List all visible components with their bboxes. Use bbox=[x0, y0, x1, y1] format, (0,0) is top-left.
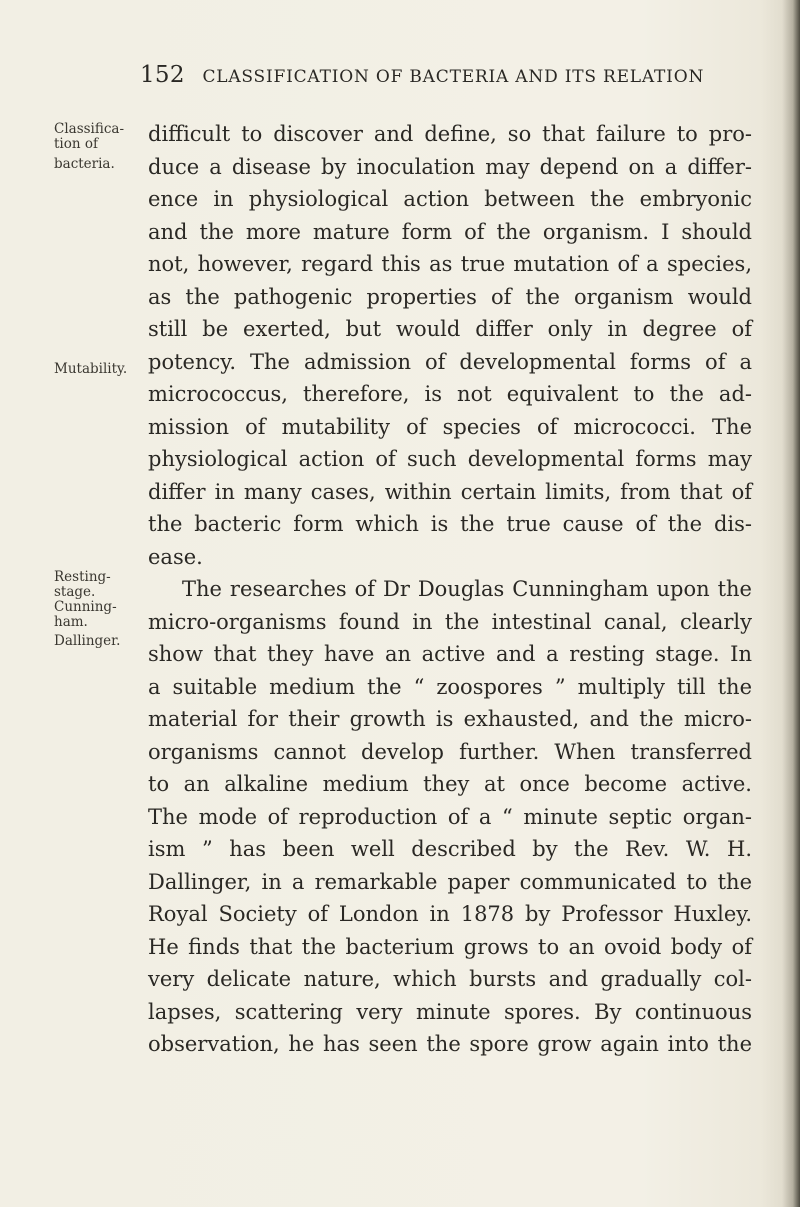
margin-note-line: tion of bbox=[54, 136, 98, 152]
paragraph-1 bbox=[148, 118, 752, 573]
text-line: Dallinger, in a remarkable paper communicated to the bbox=[148, 869, 752, 894]
running-header bbox=[140, 62, 704, 88]
text-line: to an alkaline medium they at once become active. bbox=[148, 772, 752, 796]
text-line: micro-organisms found in the intestinal canal, clearly bbox=[148, 609, 752, 634]
text-line: The mode of reproduction of a “ minute septic organ- bbox=[148, 804, 752, 829]
text-line: ism ” has been well described by the Rev. W. H. bbox=[148, 837, 752, 861]
text-line: organisms cannot develop further. When transferred bbox=[148, 739, 752, 764]
text-line: ence in physiological action between the embryonic bbox=[148, 187, 752, 211]
text-line: difficult to discover and define, so that failure to pro- bbox=[148, 122, 752, 146]
text-line: duce a disease by inoculation may depend on a differ- bbox=[148, 154, 752, 179]
text-line: lapses, scattering very minute spores. By continuous bbox=[148, 999, 752, 1024]
page-edge-shadow bbox=[782, 0, 800, 1207]
margin-note-line: bacteria. bbox=[54, 156, 115, 172]
margin-note-line: ham. bbox=[54, 614, 88, 630]
margin-note-line: Resting- bbox=[54, 569, 111, 585]
text-line: physiological action of such developmental forms may bbox=[148, 447, 752, 471]
text-line: The researches of Dr Douglas Cunningham upon the bbox=[182, 577, 752, 601]
margin-note-line: Cunning- bbox=[54, 599, 117, 615]
text-line: ease. bbox=[148, 544, 203, 569]
margin-note-classification bbox=[54, 122, 134, 172]
margin-note-line: Mutability. bbox=[54, 361, 128, 377]
text-line: and the more mature form of the organism. I should bbox=[148, 219, 752, 244]
text-line: show that they have an active and a resting stage. In bbox=[148, 642, 752, 666]
text-line: potency. The admission of developmental forms of a bbox=[148, 349, 752, 374]
text-line: observation, he has seen the spore grow again into the bbox=[148, 1032, 752, 1056]
text-line: micrococcus, therefore, is not equivalent to the ad- bbox=[148, 382, 752, 406]
text-line: very delicate nature, which bursts and gradually col- bbox=[148, 967, 752, 991]
margin-note-mutability bbox=[54, 362, 134, 377]
text-line: still be exerted, but would differ only in degree of bbox=[148, 317, 752, 341]
paragraph-2 bbox=[148, 573, 752, 1061]
text-line: material for their growth is exhausted, and the micro- bbox=[148, 707, 752, 731]
margin-note-resting-stage bbox=[54, 570, 134, 649]
running-title: CLASSIFICATION OF BACTERIA AND ITS RELATION bbox=[202, 67, 705, 87]
text-line: He finds that the bacterium grows to an ovoid body of bbox=[148, 934, 752, 959]
margin-note-line: Dallinger. bbox=[54, 633, 121, 649]
page-number: 152 bbox=[140, 62, 185, 88]
text-line: Royal Society of London in 1878 by Professor Huxley. bbox=[148, 902, 752, 926]
text-line: as the pathogenic properties of the organism would bbox=[148, 284, 752, 309]
margin-note-line: Classifica- bbox=[54, 121, 125, 137]
body-text bbox=[148, 118, 752, 1061]
text-line: mission of mutability of species of micrococci. The bbox=[148, 414, 752, 439]
text-line: the bacteric form which is the true cause of the dis- bbox=[148, 512, 752, 536]
text-line: not, however, regard this as true mutation of a species, bbox=[148, 252, 752, 276]
text-line: differ in many cases, within certain limits, from that of bbox=[148, 479, 752, 504]
text-line: a suitable medium the “ zoospores ” multiply till the bbox=[148, 674, 752, 699]
margin-note-line: stage. bbox=[54, 584, 96, 600]
